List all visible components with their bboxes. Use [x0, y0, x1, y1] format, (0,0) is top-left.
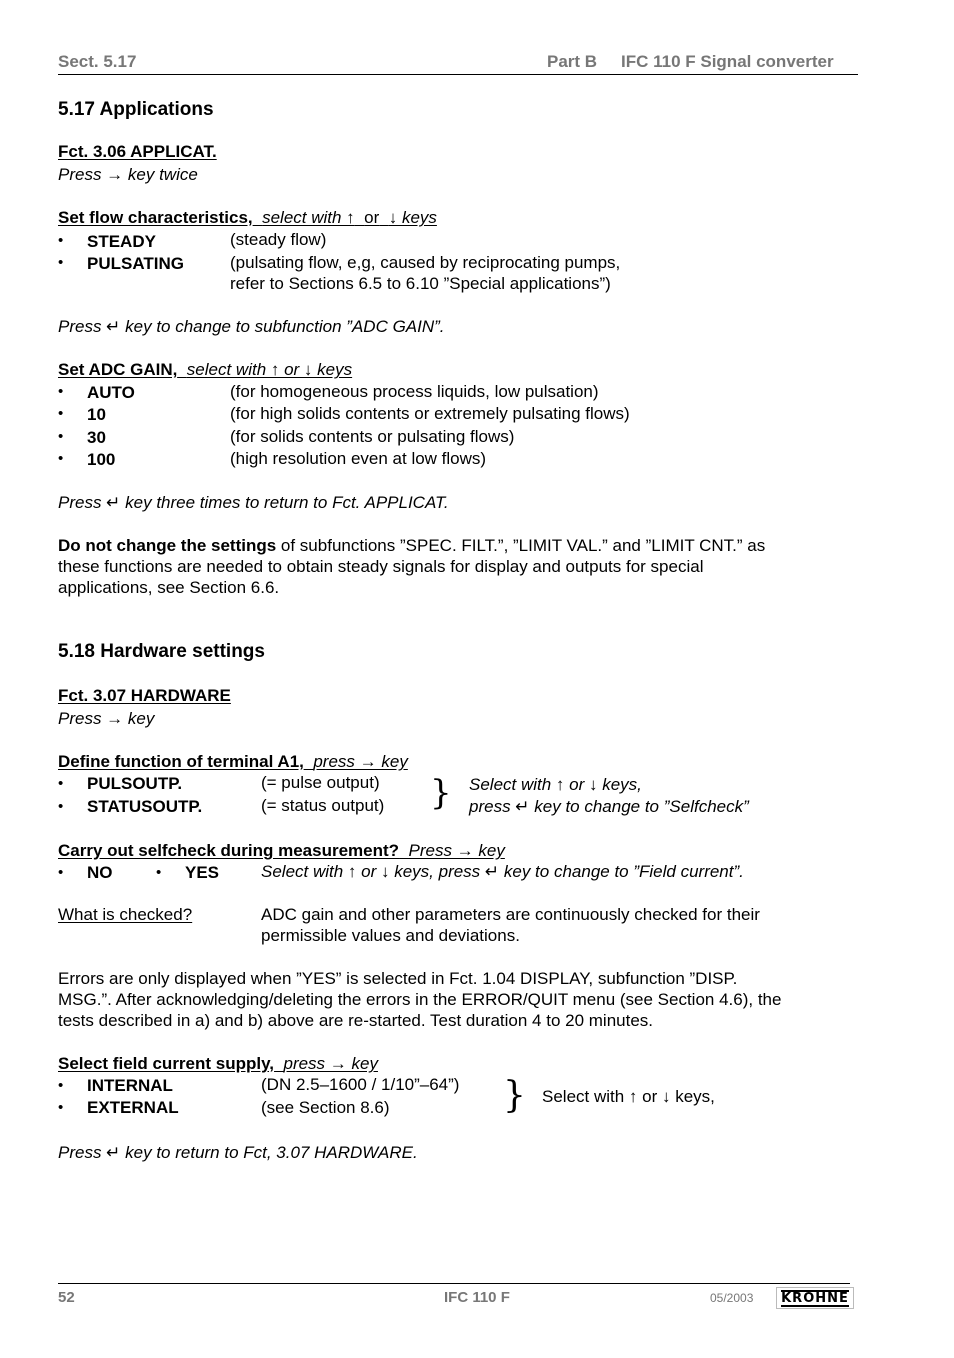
section-517-title: 5.17 Applications — [58, 99, 214, 120]
adc-option-10: 10 — [87, 405, 106, 424]
field-option-internal: INTERNAL — [87, 1076, 173, 1095]
right-brace-icon: } — [503, 1075, 526, 1116]
header-title: IFC 110 F Signal converter — [621, 52, 834, 71]
flow-option-steady: STEADY — [87, 232, 156, 251]
terminal-option-statusoutp: STATUSOUTP. — [87, 797, 203, 816]
adc-option-auto: AUTO — [87, 383, 135, 402]
page-number: 52 — [58, 1289, 75, 1306]
fct-307-heading: Fct. 3.07 HARDWARE — [58, 686, 231, 705]
press-return-hardware-text: Press ↵ key to return to Fct, 3.07 HARDWARE. — [58, 1143, 418, 1162]
bullet: • — [58, 450, 64, 467]
terminal-option-pulsoutp: PULSOUTP. — [87, 774, 183, 793]
right-brace-icon: } — [430, 773, 452, 813]
settings-note-line-3: applications, see Section 6.6. — [58, 578, 280, 597]
settings-note-line-1: Do not change the settings of subfunctions ”SPEC. FILT.”, ”LIMIT VAL.” and ”LIMIT CNT.” as — [58, 536, 766, 555]
adc-option-auto-desc: (for homogeneous process liquids, low pulsation) — [230, 382, 599, 401]
footer-date: 05/2003 — [710, 1291, 754, 1305]
field-option-external: EXTERNAL — [87, 1098, 179, 1117]
adc-option-100: 100 — [87, 450, 116, 469]
selfcheck-note: Select with ↑ or ↓ keys, press ↵ key to change to ”Field current”. — [261, 862, 744, 881]
adc-option-30: 30 — [87, 428, 106, 447]
terminal-note-line-1: Select with ↑ or ↓ keys, — [469, 775, 642, 794]
fct-306-heading: Fct. 3.06 APPLICAT. — [58, 142, 217, 161]
terminal-option-statusoutp-desc: (= status output) — [261, 796, 385, 815]
field-option-internal-desc: (DN 2.5–1600 / 1/10”–64”) — [261, 1075, 460, 1094]
bullet: • — [58, 405, 64, 422]
settings-note-line-2: these functions are needed to obtain steady signals for display and outputs for special — [58, 557, 704, 576]
bullet: • — [58, 798, 64, 815]
flow-option-pulsating-desc-2: refer to Sections 6.5 to 6.10 ”Special applications”) — [230, 274, 611, 293]
bullet: • — [58, 232, 64, 249]
errors-text-line-2: MSG.”. After acknowledging/deleting the errors in the ERROR/QUIT menu (see Section 4.6), the — [58, 990, 782, 1009]
what-is-checked-label: What is checked? — [58, 905, 193, 924]
adc-gain-heading: Set ADC GAIN, select with ↑ or ↓ keys — [58, 360, 353, 379]
terminal-a1-heading: Define function of terminal A1, press → key — [58, 752, 408, 771]
bullet: • — [58, 428, 64, 445]
bullet: • — [58, 1077, 64, 1094]
flow-option-pulsating-desc: (pulsating flow, e,g, caused by reciprocating pumps, — [230, 253, 621, 272]
field-current-heading: Select field current supply, press → key — [58, 1054, 378, 1073]
flow-characteristics-heading: Set flow characteristics, select with ↑ or ↓ keys — [58, 208, 437, 227]
adc-option-30-desc: (for solids contents or pulsating flows) — [230, 427, 515, 446]
errors-text-line-1: Errors are only displayed when ”YES” is selected in Fct. 1.04 DISPLAY, subfunction ”DISP. — [58, 969, 738, 988]
header-part: Part B — [547, 52, 598, 71]
press-return-applicat-text: Press ↵ key three times to return to Fct. APPLICAT. — [58, 493, 449, 512]
footer-model: IFC 110 F — [444, 1289, 510, 1306]
krohne-logo: KROHNE — [776, 1287, 854, 1309]
press-key-text: Press → key — [58, 709, 155, 728]
adc-option-10-desc: (for high solids contents or extremely pulsating flows) — [230, 404, 630, 423]
flow-option-steady-desc: (steady flow) — [230, 230, 327, 249]
selfcheck-heading: Carry out selfcheck during measurement? Press → key — [58, 841, 505, 860]
terminal-option-pulsoutp-desc: (= pulse output) — [261, 773, 380, 792]
what-is-checked-line-1: ADC gain and other parameters are continuously checked for their — [261, 905, 760, 924]
press-twice-text: Press → key twice — [58, 165, 198, 184]
header-section: Sect. 5.17 — [58, 52, 137, 71]
section-518-title: 5.18 Hardware settings — [58, 641, 265, 662]
bullet: • — [58, 864, 64, 881]
bullet: • — [58, 254, 64, 271]
selfcheck-option-no: NO — [87, 863, 113, 882]
press-adc-gain-text: Press ↵ key to change to subfunction ”ADC GAIN”. — [58, 317, 445, 336]
footer-rule — [58, 1283, 850, 1284]
bullet: • — [58, 775, 64, 792]
header-rule — [58, 74, 858, 75]
field-option-external-desc: (see Section 8.6) — [261, 1098, 390, 1117]
terminal-note-line-2: press ↵ key to change to ”Selfcheck” — [469, 797, 749, 816]
bullet: • — [58, 383, 64, 400]
bullet: • — [58, 1099, 64, 1116]
what-is-checked-line-2: permissible values and deviations. — [261, 926, 520, 945]
adc-option-100-desc: (high resolution even at low flows) — [230, 449, 487, 468]
errors-text-line-3: tests described in a) and b) above are re-started. Test duration 4 to 20 minutes. — [58, 1011, 654, 1030]
field-note: Select with ↑ or ↓ keys, — [542, 1087, 715, 1106]
bullet: • — [156, 864, 162, 881]
flow-option-pulsating: PULSATING — [87, 254, 184, 273]
selfcheck-option-yes: YES — [185, 863, 220, 882]
